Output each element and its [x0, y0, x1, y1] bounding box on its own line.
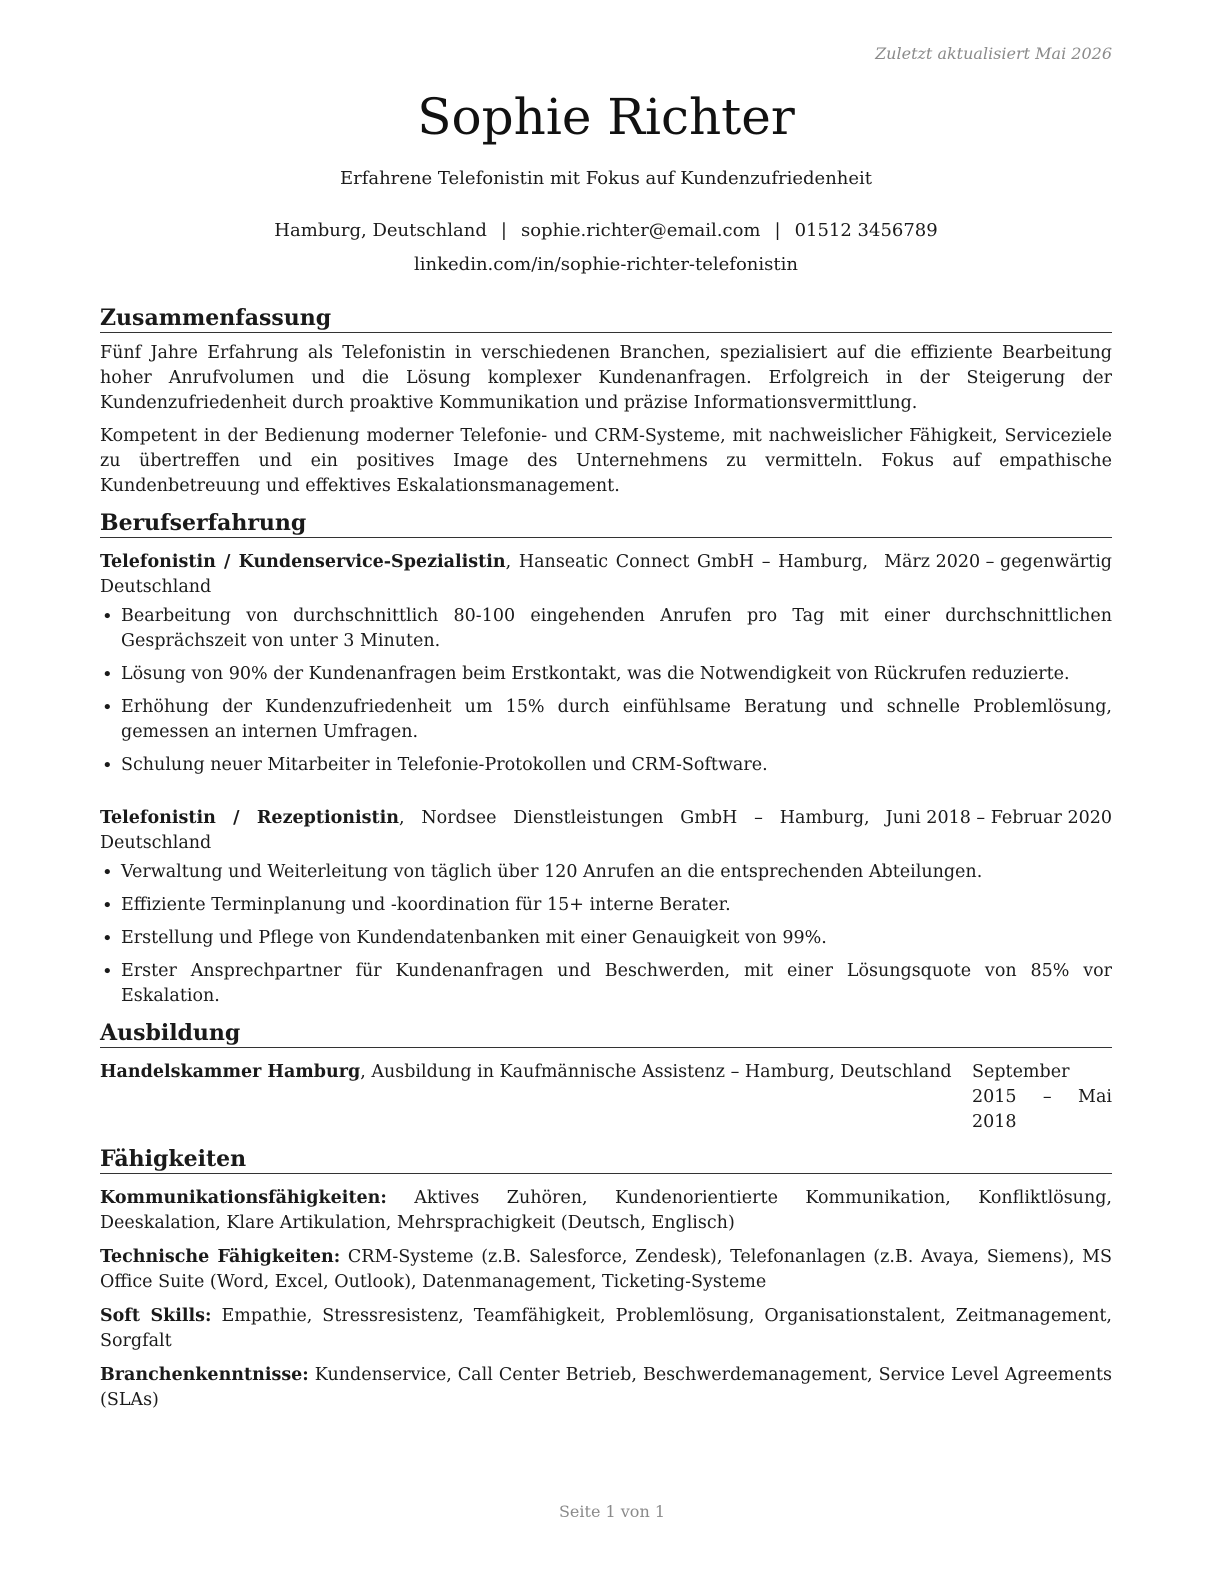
- job-header: [100, 550, 1112, 600]
- job-bullets: [100, 604, 1112, 778]
- education-date: September 2015 – Mai 2018: [972, 1062, 1112, 1132]
- section-heading-education: Ausbildung: [100, 1019, 1112, 1048]
- job-role: Telefonistin / Rezeptionistin: [100, 808, 399, 828]
- last-updated-note: Zuletzt aktualisiert Mai 2026: [875, 44, 1112, 63]
- skill-value: Empathie, Stressresistenz, Teamfähigkeit, Problemlösung, Organisationstalent, Zeitmanagement, Sorgfalt: [100, 1306, 1112, 1351]
- skill-label: Technische Fähigkeiten:: [100, 1247, 341, 1267]
- section-heading-summary: Zusammenfassung: [100, 304, 1112, 333]
- job-bullet: • Effiziente Terminplanung und -koordination für 15+ interne Berater.: [100, 893, 1112, 918]
- job-bullet: • Erstellung und Pflege von Kundendatenbanken mit einer Genauigkeit von 99%.: [100, 926, 1112, 951]
- job-company: , Nordsee Dienstleistungen GmbH – Hamburg, Deutschland: [100, 808, 870, 853]
- education-program: , Ausbildung in Kaufmännische Assistenz – Hamburg, Deutschland: [360, 1062, 952, 1082]
- education-entry: [100, 1060, 1112, 1135]
- job-bullet: • Erhöhung der Kundenzufriedenheit um 15% durch einfühlsame Beratung und schnelle Problemlösung, gemessen an internen Umfragen.: [100, 695, 1112, 745]
- contact-phone: 01512 3456789: [794, 220, 938, 241]
- skill-line: [100, 1304, 1112, 1354]
- section-heading-skills: Fähigkeiten: [100, 1145, 1112, 1174]
- skill-value: Aktives Zuhören, Kundenorientierte Kommunikation, Konfliktlösung, Deeskalation, Klare Artikulation, Mehrsprachigkeit (Deutsch, Englisch): [100, 1188, 1112, 1233]
- resume-content: [100, 304, 1112, 1423]
- experience-section: [100, 509, 1112, 1009]
- job-bullet: • Bearbeitung von durchschnittlich 80-100 eingehenden Anrufen pro Tag mit einer durchschnittlichen Gesprächszeit von unter 3 Minuten.: [100, 604, 1112, 654]
- contact-location: Hamburg, Deutschland: [274, 220, 487, 241]
- skills-section: [100, 1145, 1112, 1413]
- skill-label: Branchenkenntnisse:: [100, 1365, 309, 1385]
- summary-paragraph: Kompetent in der Bedienung moderner Telefonie- und CRM-Systeme, mit nachweislicher Fähigkeit, Serviceziele zu übertreffen und ein positives Image des Unternehmens zu vermitteln. Fokus auf empathische Kundenbetreuung und effektives Eskalationsmanagement.: [100, 426, 1112, 496]
- job-date: März 2020 – gegenwärtig: [884, 552, 1112, 572]
- job-bullets: [100, 860, 1112, 1009]
- skill-line: [100, 1245, 1112, 1295]
- job-company: , Hanseatic Connect GmbH – Hamburg, Deutschland: [100, 552, 869, 597]
- candidate-headline: Erfahrene Telefonistin mit Fokus auf Kundenzufriedenheit: [339, 168, 873, 189]
- skill-line: [100, 1363, 1112, 1413]
- section-heading-experience: Berufserfahrung: [100, 509, 1112, 538]
- contact-line: [100, 220, 1112, 241]
- candidate-name: Sophie Richter: [417, 88, 795, 146]
- summary-section: [100, 304, 1112, 499]
- contact-separator: |: [774, 220, 781, 241]
- job-bullet: • Schulung neuer Mitarbeiter in Telefonie-Protokollen und CRM-Software.: [100, 753, 1112, 778]
- skill-label: Kommunikationsfähigkeiten:: [100, 1188, 387, 1208]
- education-section: [100, 1019, 1112, 1135]
- job-bullet: • Verwaltung und Weiterleitung von täglich über 120 Anrufen an die entsprechenden Abteilungen.: [100, 860, 1112, 885]
- skill-label: Soft Skills:: [100, 1306, 212, 1326]
- contact-email[interactable]: sophie.richter@email.com: [520, 220, 761, 241]
- job-bullet: • Lösung von 90% der Kundenanfragen beim Erstkontakt, was die Notwendigkeit von Rückrufen reduzierte.: [100, 662, 1112, 687]
- contact-separator: |: [500, 220, 507, 241]
- page-number: Seite 1 von 1: [558, 1502, 666, 1521]
- job-role: Telefonistin / Kundenservice-Spezialistin: [100, 552, 506, 572]
- skill-value: CRM-Systeme (z.B. Salesforce, Zendesk), Telefonanlagen (z.B. Avaya, Siemens), MS Office Suite (Word, Excel, Outlook), Datenmanagement, Ticketing-Systeme: [100, 1247, 1112, 1292]
- skill-line: [100, 1186, 1112, 1236]
- job-bullet: • Erster Ansprechpartner für Kundenanfragen und Beschwerden, mit einer Lösungsquote von 85% vor Eskalation.: [100, 959, 1112, 1009]
- summary-paragraph: Fünf Jahre Erfahrung als Telefonistin in verschiedenen Branchen, spezialisiert auf die effiziente Bearbeitung hoher Anrufvolumen und die Lösung komplexer Kundenanfragen. Erfolgreich in der Steigerung der Kundenzufriedenheit durch proaktive Kommunikation und präzise Informationsvermittlung.: [100, 343, 1112, 413]
- skill-value: Kundenservice, Call Center Betrieb, Beschwerdemanagement, Service Level Agreements (SLAs): [100, 1365, 1112, 1410]
- education-institution: Handelskammer Hamburg: [100, 1062, 361, 1082]
- contact-linkedin[interactable]: linkedin.com/in/sophie-richter-telefonistin: [414, 254, 798, 275]
- job-date: Juni 2018 – Februar 2020: [885, 808, 1112, 828]
- job-header: [100, 806, 1112, 856]
